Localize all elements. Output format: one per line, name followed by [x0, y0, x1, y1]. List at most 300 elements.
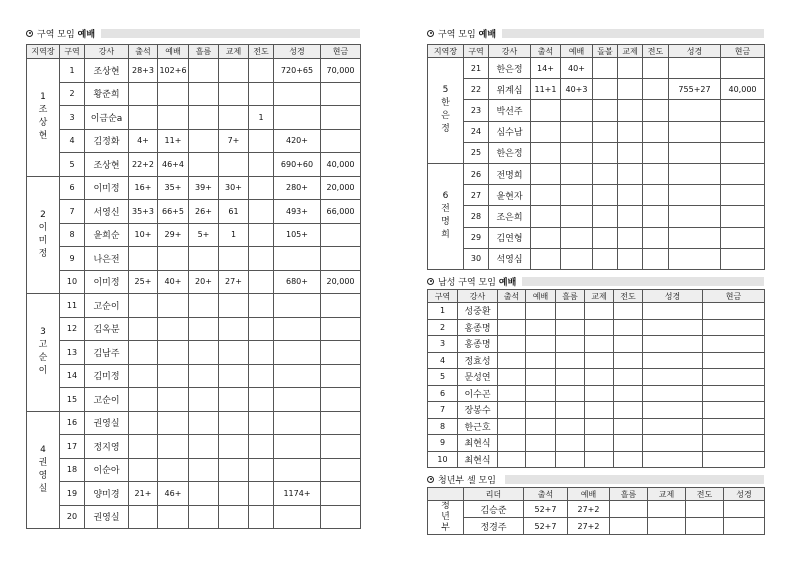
table-cell: 9 — [428, 435, 458, 452]
table-cell: 29 — [464, 227, 489, 248]
table-cell: 27+2 — [568, 518, 610, 535]
table-cell — [189, 505, 219, 529]
leader-name-cell: 전명희 — [489, 163, 531, 184]
table-cell — [249, 458, 274, 482]
table-cell — [721, 248, 765, 269]
table-cell — [593, 227, 618, 248]
table-cell — [274, 505, 321, 529]
table-cell — [219, 247, 249, 271]
table-cell — [721, 58, 765, 79]
table-cell — [721, 163, 765, 184]
table-cell — [129, 317, 158, 341]
group-label-char: 영 — [38, 470, 48, 481]
table-cell: 35+ — [158, 176, 189, 200]
group-label-char: 부 — [441, 523, 450, 533]
table-cell — [219, 153, 249, 177]
table-cell — [643, 248, 669, 269]
table-cell — [129, 364, 158, 388]
table-cell — [498, 451, 526, 468]
leader-name-cell: 석영심 — [489, 248, 531, 269]
table-cell — [643, 352, 703, 369]
table-cell — [321, 364, 361, 388]
table-row — [428, 142, 765, 163]
table-cell: 5 — [60, 153, 85, 177]
table-cell — [585, 369, 614, 386]
table-cell: 4+ — [129, 129, 158, 153]
column-header: 예배 — [561, 45, 593, 58]
table-cell: 7 — [428, 402, 458, 419]
table-cell — [618, 121, 643, 142]
table-cell — [618, 248, 643, 269]
table-cell — [593, 185, 618, 206]
leader-name-cell: 한근호 — [458, 418, 498, 435]
table-cell — [274, 458, 321, 482]
table-cell: 52+7 — [524, 501, 568, 518]
table-cell: 25 — [464, 142, 489, 163]
leader-name-cell: 김미정 — [85, 364, 129, 388]
table-cell — [219, 388, 249, 412]
table-cell — [593, 206, 618, 227]
table-cell: 6 — [60, 176, 85, 200]
men-title-bold: 예배 — [498, 277, 517, 288]
table-cell — [249, 317, 274, 341]
table-cell: 13 — [60, 341, 85, 365]
table-cell: 66+5 — [158, 200, 189, 224]
leader-name-cell: 한은정 — [489, 58, 531, 79]
table-cell — [129, 411, 158, 435]
column-header: 지역장 — [428, 45, 464, 58]
column-header: 교제 — [219, 45, 249, 59]
group-label-char: 실 — [38, 483, 48, 494]
table-cell: 40+ — [561, 58, 593, 79]
table-cell — [321, 247, 361, 271]
table-cell — [219, 458, 249, 482]
group-label-char: 상 — [38, 118, 48, 129]
leader-name-cell: 정경주 — [464, 518, 524, 535]
table-row — [428, 518, 765, 535]
leader-name-cell: 권영실 — [85, 505, 129, 529]
left-section-title — [26, 27, 360, 39]
table-header-row — [428, 290, 765, 303]
table-cell — [274, 317, 321, 341]
group-label-char: 3 — [40, 327, 46, 338]
group-label-char: 희 — [441, 230, 450, 241]
table-cell — [618, 206, 643, 227]
table-cell — [721, 227, 765, 248]
table-cell — [189, 435, 219, 459]
table-row — [27, 223, 361, 247]
table-row — [27, 200, 361, 224]
table-cell — [585, 352, 614, 369]
table-cell — [249, 82, 274, 106]
table-cell — [643, 402, 703, 419]
table-cell: 720+65 — [274, 59, 321, 83]
table-cell — [249, 247, 274, 271]
group-label-char: 현 — [38, 131, 48, 142]
table-cell — [531, 206, 561, 227]
table-row — [428, 336, 765, 353]
table-row — [428, 319, 765, 336]
table-cell: 1174+ — [274, 482, 321, 506]
column-header: 현금 — [721, 45, 765, 58]
table-cell — [561, 142, 593, 163]
table-cell — [129, 294, 158, 318]
table-cell — [526, 352, 556, 369]
table-cell: 24 — [464, 121, 489, 142]
leader-name-cell: 위계심 — [489, 79, 531, 100]
column-header: 성경 — [643, 290, 703, 303]
column-header: 예배 — [526, 290, 556, 303]
table-cell — [669, 100, 721, 121]
table-cell — [703, 319, 765, 336]
table-cell: 30 — [464, 248, 489, 269]
table-cell — [526, 369, 556, 386]
table-cell — [703, 451, 765, 468]
table-cell — [526, 303, 556, 320]
column-header: 전도 — [614, 290, 643, 303]
column-header: 성경 — [669, 45, 721, 58]
table-row — [27, 176, 361, 200]
column-header: 전도 — [249, 45, 274, 59]
table-cell — [593, 100, 618, 121]
table-cell — [686, 501, 724, 518]
table-cell — [643, 418, 703, 435]
leader-name-cell: 윤희순 — [85, 223, 129, 247]
group-label-char: 정 — [441, 124, 450, 135]
table-cell — [321, 458, 361, 482]
table-cell — [648, 501, 686, 518]
table-row — [27, 106, 361, 130]
left-attendance-table — [26, 44, 361, 529]
table-cell — [556, 451, 585, 468]
group-label-cell — [428, 58, 464, 164]
table-cell — [219, 341, 249, 365]
table-cell — [321, 106, 361, 130]
table-cell — [669, 227, 721, 248]
table-cell — [189, 317, 219, 341]
group-label-char: 순 — [38, 353, 48, 364]
table-cell — [274, 247, 321, 271]
men-title-text: 남성 구역 모임 — [438, 277, 496, 288]
youth-section-title — [427, 473, 764, 485]
table-cell — [526, 418, 556, 435]
leader-name-cell: 성중환 — [458, 303, 498, 320]
table-cell — [585, 402, 614, 419]
table-cell — [158, 388, 189, 412]
table-cell — [618, 185, 643, 206]
group-label-char: 4 — [40, 444, 46, 455]
table-cell: 1 — [60, 59, 85, 83]
table-cell: 3 — [428, 336, 458, 353]
table-row — [428, 79, 765, 100]
title-bar — [101, 29, 360, 38]
column-header: 구역 — [464, 45, 489, 58]
group-label-cell — [27, 59, 60, 177]
table-cell — [618, 58, 643, 79]
table-cell — [249, 223, 274, 247]
table-cell — [643, 303, 703, 320]
leader-name-cell: 김연형 — [489, 227, 531, 248]
table-cell — [531, 185, 561, 206]
table-row — [428, 352, 765, 369]
table-cell — [556, 402, 585, 419]
table-cell — [531, 121, 561, 142]
table-cell — [321, 388, 361, 412]
table-cell — [189, 482, 219, 506]
table-cell — [274, 106, 321, 130]
table-cell — [249, 200, 274, 224]
group-label-char: 이 — [38, 222, 48, 233]
table-cell — [643, 227, 669, 248]
table-cell: 22 — [464, 79, 489, 100]
table-cell — [669, 142, 721, 163]
leader-name-cell: 양미경 — [85, 482, 129, 506]
leader-name-cell: 고순이 — [85, 388, 129, 412]
table-cell: 2 — [60, 82, 85, 106]
table-cell — [158, 435, 189, 459]
column-header: 출석 — [524, 488, 568, 501]
table-cell: 12 — [60, 317, 85, 341]
table-cell: 690+60 — [274, 153, 321, 177]
leader-name-cell: 김남주 — [85, 341, 129, 365]
table-cell — [321, 482, 361, 506]
table-cell: 10 — [60, 270, 85, 294]
table-cell — [643, 100, 669, 121]
table-cell — [556, 418, 585, 435]
table-row — [428, 248, 765, 269]
table-cell — [703, 418, 765, 435]
table-cell — [498, 435, 526, 452]
table-cell: 20,000 — [321, 270, 361, 294]
table-cell — [643, 206, 669, 227]
table-cell: 40,000 — [721, 79, 765, 100]
table-cell — [189, 153, 219, 177]
table-cell — [531, 248, 561, 269]
leader-name-cell: 문성연 — [458, 369, 498, 386]
table-cell: 20+ — [189, 270, 219, 294]
group-label-cell — [27, 294, 60, 412]
table-cell: 680+ — [274, 270, 321, 294]
circle-bullet-icon — [26, 30, 33, 37]
table-cell — [158, 317, 189, 341]
leader-name-cell: 김승준 — [464, 501, 524, 518]
column-header-blank — [428, 488, 464, 501]
table-cell — [561, 248, 593, 269]
table-cell — [643, 336, 703, 353]
table-cell — [585, 451, 614, 468]
table-cell — [219, 435, 249, 459]
leader-name-cell: 이수곤 — [458, 385, 498, 402]
table-cell: 4 — [60, 129, 85, 153]
table-row — [428, 385, 765, 402]
table-row — [428, 185, 765, 206]
table-cell — [498, 319, 526, 336]
table-cell: 11 — [60, 294, 85, 318]
table-cell: 46+4 — [158, 153, 189, 177]
table-cell — [556, 352, 585, 369]
leader-name-cell: 조상현 — [85, 59, 129, 83]
leader-name-cell: 황준희 — [85, 82, 129, 106]
table-header-row — [27, 45, 361, 59]
table-cell — [189, 341, 219, 365]
table-cell — [669, 163, 721, 184]
table-row — [428, 100, 765, 121]
table-cell: 1 — [249, 106, 274, 130]
table-cell: 66,000 — [321, 200, 361, 224]
group-label-char: 명 — [441, 217, 450, 228]
group-label-char: 5 — [442, 85, 449, 96]
leader-name-cell: 권영실 — [85, 411, 129, 435]
leader-name-cell: 고순이 — [85, 294, 129, 318]
right-title-text: 구역 모임 — [438, 29, 476, 40]
table-cell: 40+ — [158, 270, 189, 294]
group-label-char: 조 — [38, 105, 48, 116]
column-header: 현금 — [321, 45, 361, 59]
leader-name-cell: 정지영 — [85, 435, 129, 459]
table-cell — [585, 303, 614, 320]
table-cell — [158, 82, 189, 106]
table-row — [27, 247, 361, 271]
table-cell — [721, 142, 765, 163]
table-cell — [526, 385, 556, 402]
table-cell: 1 — [428, 303, 458, 320]
table-cell — [593, 79, 618, 100]
table-cell — [129, 247, 158, 271]
table-cell: 21+ — [129, 482, 158, 506]
group-label-char: 미 — [38, 235, 48, 246]
table-cell — [669, 58, 721, 79]
group-label-char: 1 — [40, 92, 46, 103]
column-header: 전도 — [643, 45, 669, 58]
table-cell — [561, 121, 593, 142]
table-cell: 35+3 — [129, 200, 158, 224]
table-row — [27, 270, 361, 294]
table-cell: 10+ — [129, 223, 158, 247]
table-cell — [249, 294, 274, 318]
table-cell — [189, 388, 219, 412]
table-cell — [219, 59, 249, 83]
column-header: 출석 — [498, 290, 526, 303]
table-cell — [585, 435, 614, 452]
table-cell: 27+2 — [568, 501, 610, 518]
column-header: 강사 — [489, 45, 531, 58]
table-cell — [686, 518, 724, 535]
table-cell — [189, 82, 219, 106]
table-cell: 26 — [464, 163, 489, 184]
table-cell — [189, 129, 219, 153]
table-cell — [189, 411, 219, 435]
table-row — [428, 206, 765, 227]
leader-name-cell: 나은전 — [85, 247, 129, 271]
group-label-char: 권 — [38, 457, 48, 468]
table-cell: 20,000 — [321, 176, 361, 200]
table-cell — [526, 402, 556, 419]
table-cell — [643, 319, 703, 336]
right-section-title — [427, 27, 764, 39]
table-row — [428, 303, 765, 320]
table-cell — [721, 185, 765, 206]
table-cell: 70,000 — [321, 59, 361, 83]
table-cell: 39+ — [189, 176, 219, 200]
column-header: 리더 — [464, 488, 524, 501]
table-cell — [249, 388, 274, 412]
table-row — [428, 369, 765, 386]
table-cell — [189, 247, 219, 271]
table-cell — [531, 100, 561, 121]
table-cell — [556, 303, 585, 320]
table-cell — [219, 411, 249, 435]
table-cell — [249, 270, 274, 294]
leader-name-cell: 서영신 — [85, 200, 129, 224]
table-cell — [274, 341, 321, 365]
table-cell — [614, 352, 643, 369]
table-cell — [643, 121, 669, 142]
group-label-cell — [428, 163, 464, 269]
table-cell — [618, 79, 643, 100]
table-row — [27, 435, 361, 459]
table-cell — [618, 142, 643, 163]
table-cell: 5 — [428, 369, 458, 386]
table-cell: 27 — [464, 185, 489, 206]
table-cell — [669, 121, 721, 142]
table-cell — [669, 185, 721, 206]
table-cell — [321, 223, 361, 247]
table-cell — [274, 435, 321, 459]
table-cell: 10 — [428, 451, 458, 468]
column-header: 돌볼 — [593, 45, 618, 58]
column-header: 지역장 — [27, 45, 60, 59]
table-cell — [321, 435, 361, 459]
leader-name-cell: 최현식 — [458, 435, 498, 452]
table-cell — [556, 369, 585, 386]
table-cell: 40+3 — [561, 79, 593, 100]
group-label-char: 고 — [38, 340, 48, 351]
table-cell — [249, 364, 274, 388]
table-row — [428, 227, 765, 248]
table-cell — [189, 59, 219, 83]
men-attendance-table — [427, 289, 765, 468]
table-cell — [321, 294, 361, 318]
leader-name-cell: 정효성 — [458, 352, 498, 369]
table-cell — [561, 185, 593, 206]
table-cell — [274, 388, 321, 412]
group-label-char: 이 — [38, 366, 48, 377]
table-cell — [643, 58, 669, 79]
leader-name-cell: 심수남 — [489, 121, 531, 142]
table-cell: 52+7 — [524, 518, 568, 535]
table-cell — [593, 121, 618, 142]
table-cell: 420+ — [274, 129, 321, 153]
table-cell: 18 — [60, 458, 85, 482]
table-cell: 11+ — [158, 129, 189, 153]
table-cell — [158, 294, 189, 318]
table-cell: 16+ — [129, 176, 158, 200]
table-cell — [643, 142, 669, 163]
table-cell: 17 — [60, 435, 85, 459]
table-cell — [498, 336, 526, 353]
table-cell: 15 — [60, 388, 85, 412]
table-cell — [189, 106, 219, 130]
table-cell — [593, 163, 618, 184]
table-cell — [129, 458, 158, 482]
table-cell — [614, 369, 643, 386]
circle-bullet-icon — [427, 30, 434, 37]
table-cell: 23 — [464, 100, 489, 121]
youth-attendance-table — [427, 487, 765, 535]
table-cell — [219, 106, 249, 130]
table-cell — [614, 385, 643, 402]
title-bar — [522, 277, 764, 286]
